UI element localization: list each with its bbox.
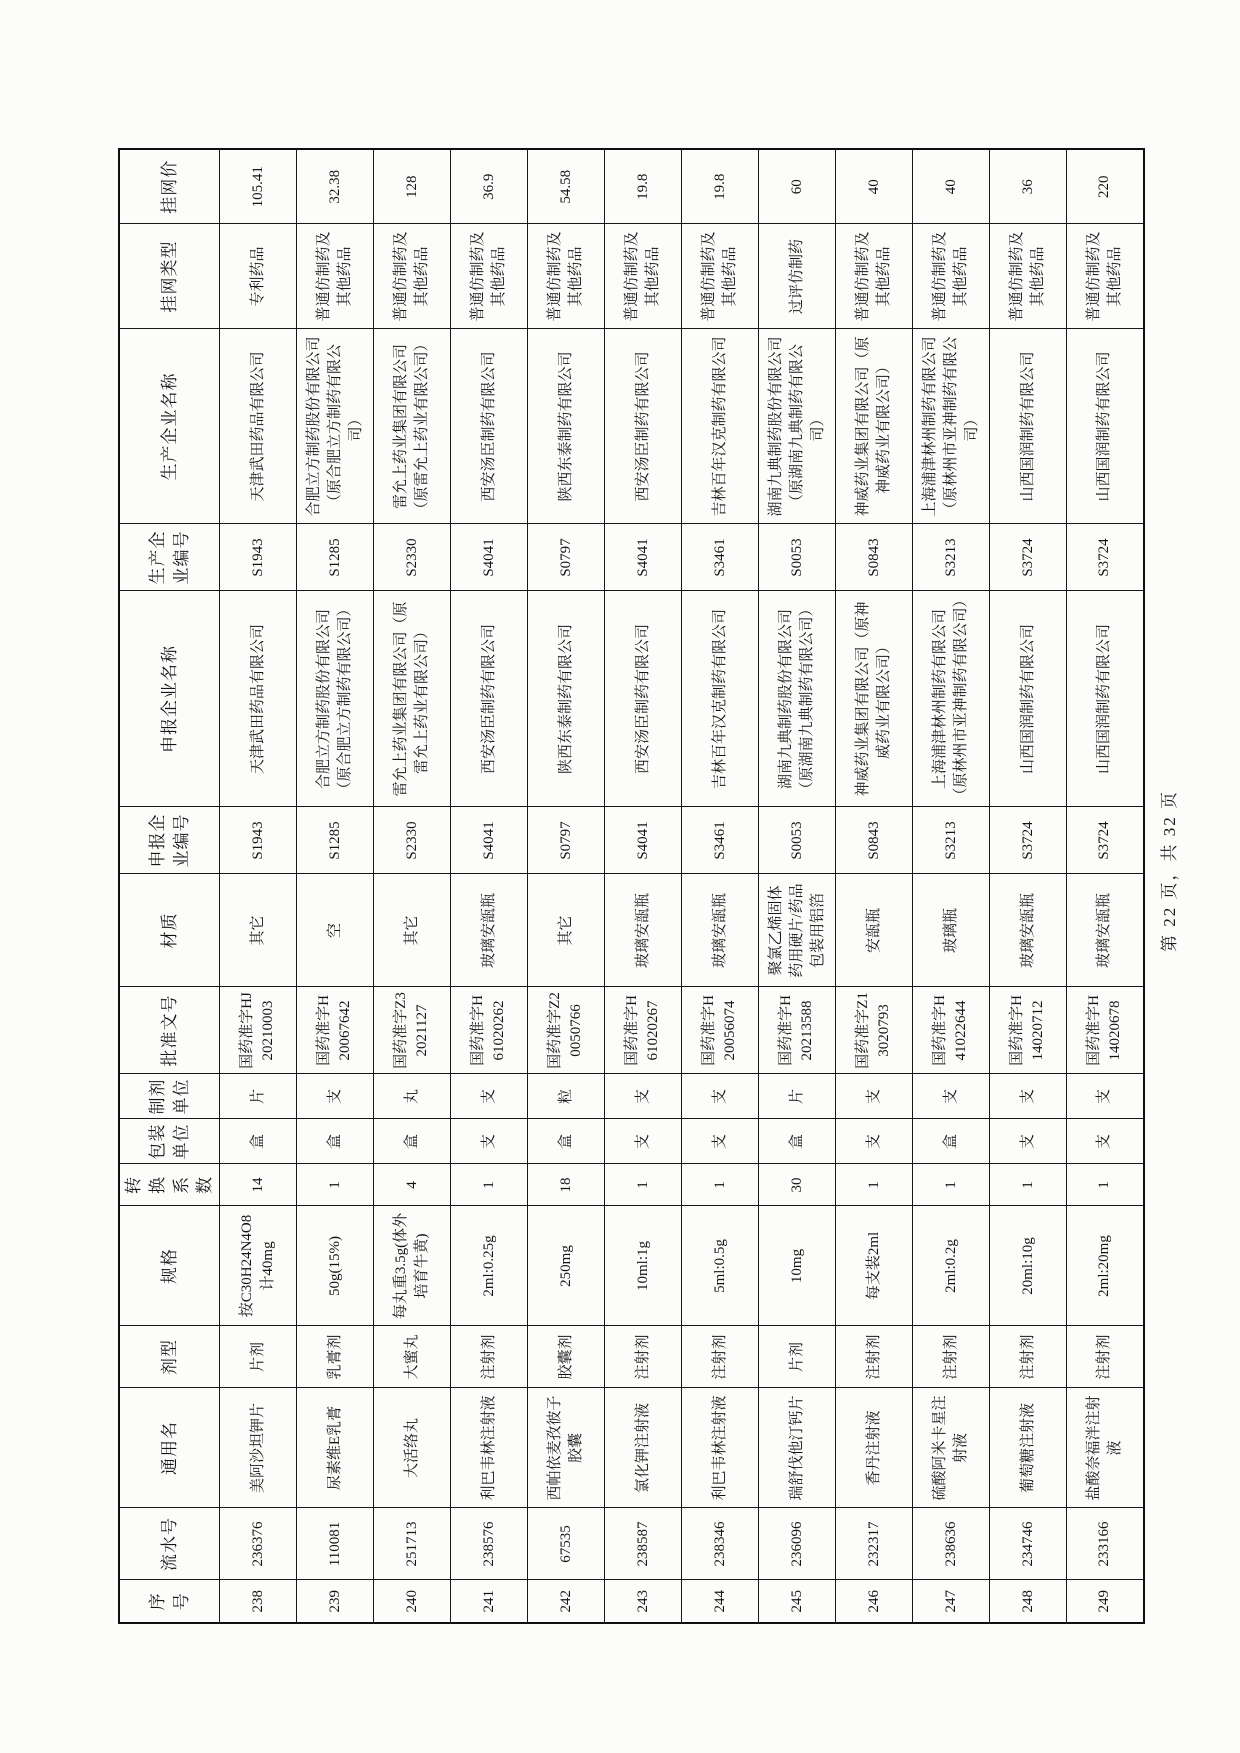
table-cell: 20ml:10g	[990, 1206, 1067, 1326]
table-cell: 瑞舒伐他汀钙片	[759, 1388, 836, 1508]
table-cell: 胶囊剂	[528, 1326, 605, 1388]
table-cell: 每丸重3.5g(体外培育牛黄)	[374, 1206, 451, 1326]
table-cell: 40	[836, 149, 913, 224]
table-cell: 2ml:0.25g	[451, 1206, 528, 1326]
table-cell: S0053	[759, 524, 836, 591]
table-cell: 注射剂	[990, 1326, 1067, 1388]
table-cell: 国药准字H41022644	[913, 987, 990, 1074]
table-cell: 105.41	[220, 149, 297, 224]
column-header: 流水号	[119, 1508, 220, 1580]
table-cell: 每支装2ml	[836, 1206, 913, 1326]
table-cell: 大活络丸	[374, 1388, 451, 1508]
table-cell: 32.38	[297, 149, 374, 224]
table-cell: 238587	[605, 1508, 682, 1580]
table-cell: 236096	[759, 1508, 836, 1580]
table-cell: 空	[297, 874, 374, 987]
table-cell: S4041	[451, 524, 528, 591]
table-cell: S1285	[297, 524, 374, 591]
table-cell: 盒	[913, 1119, 990, 1164]
table-cell: 2ml:20mg	[1067, 1206, 1144, 1326]
table-cell: 尿素维E乳膏	[297, 1388, 374, 1508]
table-cell: 聚氯乙烯固体药用硬片/药品包装用铝箔	[759, 874, 836, 987]
table-cell: 利巴韦林注射液	[682, 1388, 759, 1508]
table-cell: 国药准字H61020262	[451, 987, 528, 1074]
table-cell: 1	[913, 1164, 990, 1206]
table-cell: 1	[297, 1164, 374, 1206]
table-cell: 注射剂	[451, 1326, 528, 1388]
table-cell: 湖南九典制药股份有限公司（原湖南九典制药有限公司）	[759, 591, 836, 807]
table-cell: 128	[374, 149, 451, 224]
column-header: 转换系数	[119, 1164, 220, 1206]
column-header: 剂型	[119, 1326, 220, 1388]
table-cell: S3461	[682, 807, 759, 874]
table-cell: 支	[605, 1119, 682, 1164]
table-cell: 注射剂	[682, 1326, 759, 1388]
table-cell: 支	[1067, 1074, 1144, 1119]
table-cell: 248	[990, 1580, 1067, 1623]
table-cell: 50g(15%)	[297, 1206, 374, 1326]
table-cell: S3461	[682, 524, 759, 591]
table-cell: 神威药业集团有限公司（原神威药业有限公司）	[836, 591, 913, 807]
table-cell: 玻璃安瓿瓶	[682, 874, 759, 987]
table-row	[528, 149, 605, 1623]
table-cell: 220	[1067, 149, 1144, 224]
table-row	[297, 149, 374, 1623]
table-cell: 18	[528, 1164, 605, 1206]
column-header: 生产企业编号	[119, 524, 220, 591]
table-cell: 国药准字Z20050766	[528, 987, 605, 1074]
table-cell: 1	[836, 1164, 913, 1206]
table-cell: 普通仿制药及其他药品	[913, 224, 990, 329]
table-cell: 吉林百年汉克制药有限公司	[682, 329, 759, 524]
table-cell: 251713	[374, 1508, 451, 1580]
table-cell: 香丹注射液	[836, 1388, 913, 1508]
table-cell: 注射剂	[1067, 1326, 1144, 1388]
table-cell: 普通仿制药及其他药品	[605, 224, 682, 329]
drug-price-table	[118, 148, 1145, 1624]
table-cell: 238	[220, 1580, 297, 1623]
table-cell: 盒	[374, 1119, 451, 1164]
table-cell: 氯化钾注射液	[605, 1388, 682, 1508]
table-cell: 110081	[297, 1508, 374, 1580]
table-row	[220, 149, 297, 1623]
table-cell: 普通仿制药及其他药品	[451, 224, 528, 329]
table-cell: 丸	[374, 1074, 451, 1119]
table-cell: 10ml:1g	[605, 1206, 682, 1326]
table-cell: 按C30H24N4O8计40mg	[220, 1206, 297, 1326]
table-cell: 普通仿制药及其他药品	[374, 224, 451, 329]
column-header: 挂网类型	[119, 224, 220, 329]
table-cell: 支	[605, 1074, 682, 1119]
table-cell: S3213	[913, 807, 990, 874]
table-row	[990, 149, 1067, 1623]
table-cell: 上海浦津林州制药有限公司（原林州市亚神制药有限公司）	[913, 591, 990, 807]
table-cell: 1	[605, 1164, 682, 1206]
table-cell: 54.58	[528, 149, 605, 224]
table-cell: 238576	[451, 1508, 528, 1580]
table-cell: 片剂	[759, 1326, 836, 1388]
table-row	[913, 149, 990, 1623]
table-cell: S4041	[451, 807, 528, 874]
table-cell: 36.9	[451, 149, 528, 224]
table-cell: 雷允上药业集团有限公司（原雷允上药业有限公司）	[374, 591, 451, 807]
table-cell: 上海浦津林州制药有限公司（原林州市亚神制药有限公司）	[913, 329, 990, 524]
table-cell: 支	[682, 1119, 759, 1164]
table-cell: 安瓿瓶	[836, 874, 913, 987]
table-cell: S3724	[990, 524, 1067, 591]
table-cell: 支	[990, 1074, 1067, 1119]
column-header: 制剂单位	[119, 1074, 220, 1119]
table-cell: 4	[374, 1164, 451, 1206]
table-row	[682, 149, 759, 1623]
table-cell: 陕西东泰制药有限公司	[528, 591, 605, 807]
table-cell: 国药准字H20067642	[297, 987, 374, 1074]
table-cell: 国药准字H20056074	[682, 987, 759, 1074]
table-cell: S1943	[220, 807, 297, 874]
column-header: 批准文号	[119, 987, 220, 1074]
table-cell: 盒	[528, 1119, 605, 1164]
table-cell: S0053	[759, 807, 836, 874]
table-cell: 山西国润制药有限公司	[1067, 591, 1144, 807]
table-cell: 支	[1067, 1119, 1144, 1164]
table-cell: 西安汤臣制药有限公司	[605, 591, 682, 807]
table-cell: 普通仿制药及其他药品	[990, 224, 1067, 329]
table-cell: 湖南九典制药股份有限公司（原湖南九典制药有限公司）	[759, 329, 836, 524]
table-cell: 支	[836, 1119, 913, 1164]
table-cell: 片	[759, 1074, 836, 1119]
table-cell: 5ml:0.5g	[682, 1206, 759, 1326]
table-cell: 1	[990, 1164, 1067, 1206]
table-cell: 19.8	[605, 149, 682, 224]
table-cell: 雷允上药业集团有限公司（原雷允上药业有限公司）	[374, 329, 451, 524]
table-cell: 普通仿制药及其他药品	[297, 224, 374, 329]
table-cell: 普通仿制药及其他药品	[682, 224, 759, 329]
table-cell: 1	[1067, 1164, 1144, 1206]
column-header: 申报企业编号	[119, 807, 220, 874]
table-cell: 片	[220, 1074, 297, 1119]
table-cell: 247	[913, 1580, 990, 1623]
rotated-content	[118, 150, 1180, 1624]
table-cell: 国药准字Z13020793	[836, 987, 913, 1074]
table-row	[605, 149, 682, 1623]
table-cell: 36	[990, 149, 1067, 224]
table-cell: S0797	[528, 807, 605, 874]
table-cell: 250mg	[528, 1206, 605, 1326]
table-cell: 232317	[836, 1508, 913, 1580]
table-cell: 玻璃安瓿瓶	[1067, 874, 1144, 987]
table-cell: 242	[528, 1580, 605, 1623]
table-cell: 利巴韦林注射液	[451, 1388, 528, 1508]
table-cell: 片剂	[220, 1326, 297, 1388]
column-header: 生产企业名称	[119, 329, 220, 524]
table-cell: 241	[451, 1580, 528, 1623]
table-cell: 国药准字Z32021127	[374, 987, 451, 1074]
table-cell: S0797	[528, 524, 605, 591]
table-cell: 239	[297, 1580, 374, 1623]
table-cell: S1285	[297, 807, 374, 874]
table-cell: 西安汤臣制药有限公司	[605, 329, 682, 524]
table-cell: 30	[759, 1164, 836, 1206]
column-header: 规格	[119, 1206, 220, 1326]
table-cell: 支	[913, 1074, 990, 1119]
table-cell: 注射剂	[913, 1326, 990, 1388]
table-cell: 盒	[220, 1119, 297, 1164]
column-header: 申报企业名称	[119, 591, 220, 807]
table-cell: S2330	[374, 807, 451, 874]
table-row	[374, 149, 451, 1623]
table-cell: 神威药业集团有限公司（原神威药业有限公司）	[836, 329, 913, 524]
table-cell: 美阿沙坦钾片	[220, 1388, 297, 1508]
table-cell: 国药准字H20213588	[759, 987, 836, 1074]
table-cell: 葡萄糖注射液	[990, 1388, 1067, 1508]
table-cell: 支	[836, 1074, 913, 1119]
table-cell: 玻璃安瓿瓶	[605, 874, 682, 987]
table-cell: S3724	[1067, 524, 1144, 591]
table-cell: 246	[836, 1580, 913, 1623]
table-cell: 其它	[220, 874, 297, 987]
table-cell: S3724	[990, 807, 1067, 874]
table-cell: 玻璃瓶	[913, 874, 990, 987]
table-cell: S3724	[1067, 807, 1144, 874]
table-cell: 西帕依麦孜彼子胶囊	[528, 1388, 605, 1508]
column-header: 材质	[119, 874, 220, 987]
table-cell: 玻璃安瓿瓶	[990, 874, 1067, 987]
table-cell: S4041	[605, 524, 682, 591]
table-cell: 山西国润制药有限公司	[1067, 329, 1144, 524]
table-cell: 西安汤臣制药有限公司	[451, 329, 528, 524]
table-cell: 支	[682, 1074, 759, 1119]
table-cell: 19.8	[682, 149, 759, 224]
table-cell: S1943	[220, 524, 297, 591]
table-cell: 249	[1067, 1580, 1144, 1623]
table-cell: 10mg	[759, 1206, 836, 1326]
table-cell: 240	[374, 1580, 451, 1623]
table-cell: 玻璃安瓿瓶	[451, 874, 528, 987]
table-cell: 合肥立方制药股份有限公司（原合肥立方制药有限公司）	[297, 591, 374, 807]
table-cell: 支	[990, 1119, 1067, 1164]
table-cell: 天津武田药品有限公司	[220, 329, 297, 524]
table-row	[836, 149, 913, 1623]
table-cell: 普通仿制药及其他药品	[1067, 224, 1144, 329]
table-cell: 支	[451, 1074, 528, 1119]
table-cell: 天津武田药品有限公司	[220, 591, 297, 807]
table-cell: 盒	[759, 1119, 836, 1164]
table-cell: 普通仿制药及其他药品	[836, 224, 913, 329]
table-cell: 其它	[374, 874, 451, 987]
table-cell: 2ml:0.2g	[913, 1206, 990, 1326]
table-cell: 注射剂	[836, 1326, 913, 1388]
table-cell: 吉林百年汉克制药有限公司	[682, 591, 759, 807]
table-cell: 236376	[220, 1508, 297, 1580]
table-cell: S0843	[836, 807, 913, 874]
table-cell: 陕西东泰制药有限公司	[528, 329, 605, 524]
table-row	[451, 149, 528, 1623]
table-cell: 国药准字H14020712	[990, 987, 1067, 1074]
column-header: 包装单位	[119, 1119, 220, 1164]
table-cell: 国药准字HJ20210003	[220, 987, 297, 1074]
table-cell: 14	[220, 1164, 297, 1206]
column-header: 挂网价	[119, 149, 220, 224]
column-header: 序号	[119, 1580, 220, 1623]
table-cell: 西安汤臣制药有限公司	[451, 591, 528, 807]
table-cell: S4041	[605, 807, 682, 874]
table-cell: 大蜜丸	[374, 1326, 451, 1388]
page-footer: 第 22 页，共 32 页	[1159, 790, 1179, 952]
table-cell: S3213	[913, 524, 990, 591]
table-cell: S2330	[374, 524, 451, 591]
table-cell: S0843	[836, 524, 913, 591]
table-cell: 1	[682, 1164, 759, 1206]
header-row	[119, 149, 220, 1623]
table-cell: 国药准字H61020267	[605, 987, 682, 1074]
table-cell: 245	[759, 1580, 836, 1623]
table-cell: 专利药品	[220, 224, 297, 329]
table-cell: 注射剂	[605, 1326, 682, 1388]
table-cell: 233166	[1067, 1508, 1144, 1580]
table-row	[759, 149, 836, 1623]
table-cell: 238636	[913, 1508, 990, 1580]
table-cell: 1	[451, 1164, 528, 1206]
table-cell: 乳膏剂	[297, 1326, 374, 1388]
table-cell: 国药准字H14020678	[1067, 987, 1144, 1074]
table-row	[1067, 149, 1144, 1623]
table-cell: 硫酸阿米卡星注射液	[913, 1388, 990, 1508]
table-cell: 40	[913, 149, 990, 224]
table-cell: 234746	[990, 1508, 1067, 1580]
column-header: 通用名	[119, 1388, 220, 1508]
table-cell: 其它	[528, 874, 605, 987]
table-cell: 支	[297, 1074, 374, 1119]
table-cell: 60	[759, 149, 836, 224]
table-cell: 盒	[297, 1119, 374, 1164]
table-cell: 粒	[528, 1074, 605, 1119]
table-cell: 67535	[528, 1508, 605, 1580]
table-cell: 过评仿制药	[759, 224, 836, 329]
table-cell: 山西国润制药有限公司	[990, 591, 1067, 807]
table-body	[220, 149, 1144, 1623]
table-cell: 支	[451, 1119, 528, 1164]
table-cell: 243	[605, 1580, 682, 1623]
table-cell: 盐酸奈福泮注射液	[1067, 1388, 1144, 1508]
table-cell: 普通仿制药及其他药品	[528, 224, 605, 329]
table-cell: 合肥立方制药股份有限公司（原合肥立方制药有限公司）	[297, 329, 374, 524]
table-cell: 山西国润制药有限公司	[990, 329, 1067, 524]
table-cell: 238346	[682, 1508, 759, 1580]
table-cell: 244	[682, 1580, 759, 1623]
